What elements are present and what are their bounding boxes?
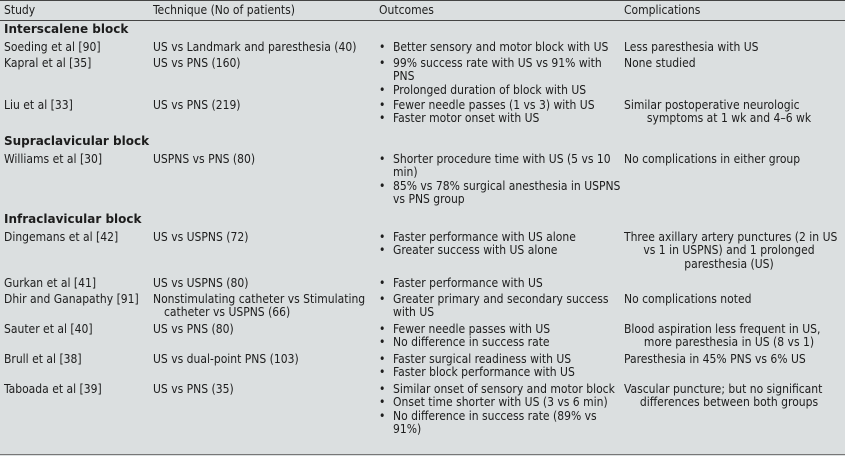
section-infraclavicular: Infraclavicular block [4, 212, 142, 226]
study-cell: Dingemans et al [42] [4, 230, 119, 244]
outcome-bullet [379, 231, 617, 244]
complications-cell: Paresthesia in 45% PNS vs 6% US [624, 352, 806, 366]
outcome-line: • Similar onset of sensory and motor block [393, 382, 615, 396]
header-complications: Complications [624, 3, 701, 17]
outcome-bullet [379, 293, 617, 320]
outcome-line: with US [393, 305, 435, 320]
outcome-line: • Fewer needle passes with US [393, 322, 551, 336]
bottom-rule [0, 454, 845, 455]
technique-cell: US vs PNS (160) [153, 56, 241, 70]
outcome-line: • Shorter procedure time with US (5 vs 10 [393, 152, 611, 166]
outcome-bullet [379, 366, 617, 379]
study-cell: Taboada et al [39] [4, 382, 102, 396]
outcome-bullet [379, 112, 617, 125]
complications-cell: Less paresthesia with US [624, 40, 759, 54]
outcome-line: • Better sensory and motor block with US [393, 40, 609, 54]
outcome-line: • Faster surgical readiness with US [393, 352, 572, 366]
technique-cell: US vs PNS (219) [153, 98, 241, 112]
complications-cell: Three axillary artery punctures (2 in US [624, 230, 838, 244]
technique-cell: US vs dual-point PNS (103) [153, 352, 299, 366]
technique-cell: US vs USPNS (80) [153, 276, 249, 290]
outcome-bullet [379, 410, 617, 437]
outcome-bullet [379, 178, 621, 207]
outcome-line: • Greater primary and secondary success [393, 292, 609, 306]
study-cell: Kapral et al [35] [4, 56, 92, 70]
section-supraclavicular: Supraclavicular block [4, 134, 150, 148]
complications-cell: Similar postoperative neurologic [624, 98, 800, 112]
outcome-line: 91%) [393, 422, 422, 437]
technique-cell: US vs PNS (35) [153, 382, 234, 396]
outcome-bullet [379, 153, 617, 180]
outcomes-cell [379, 293, 617, 320]
header-technique: Technique (No of patients) [153, 3, 295, 17]
outcome-line: • Onset time shorter with US (3 vs 6 min) [393, 395, 608, 410]
study-cell: Liu et al [33] [4, 98, 73, 112]
section-interscalene: Interscalene block [4, 22, 129, 36]
complications-cell: vs 1 in USPNS) and 1 prolonged [643, 243, 815, 258]
outcomes-cell [379, 383, 617, 437]
outcome-bullet [379, 353, 617, 366]
outcomes-cell [379, 277, 617, 290]
outcome-bullet [379, 323, 617, 336]
study-cell: Sauter et al [40] [4, 322, 93, 336]
outcomes-cell [379, 57, 617, 97]
outcome-line: • Fewer needle passes (1 vs 3) with US [393, 98, 595, 112]
outcome-line: • Faster motor onset with US [393, 111, 540, 126]
complications-cell: paresthesia (US) [684, 256, 774, 271]
outcomes-cell [379, 353, 617, 380]
outcome-line: • No difference in success rate (89% vs [393, 408, 597, 423]
outcome-bullet [379, 84, 617, 97]
technique-cell: Nonstimulating catheter vs Stimulating [153, 292, 366, 306]
study-cell: Brull et al [38] [4, 352, 82, 366]
complications-cell: symptoms at 1 wk and 4–6 wk [646, 111, 812, 126]
outcome-line: • No difference in success rate [393, 335, 550, 350]
study-cell: Williams et al [30] [4, 152, 103, 166]
outcome-bullet [379, 99, 617, 112]
outcome-line: min) [393, 165, 418, 180]
header-study: Study [4, 3, 36, 17]
outcome-line: • Faster block performance with US [393, 365, 575, 380]
technique-cell: catheter vs USPNS (66) [164, 305, 291, 320]
complications-cell: Vascular puncture; but no significant [624, 382, 823, 396]
outcome-line: • 85% vs 78% surgical anesthesia in USPNS [393, 178, 621, 193]
outcome-bullet [379, 244, 617, 257]
technique-cell: US vs Landmark and paresthesia (40) [153, 40, 357, 54]
outcome-line: PNS [393, 69, 415, 84]
complications-cell: None studied [624, 56, 696, 70]
outcome-bullet [379, 57, 617, 84]
study-cell: Dhir and Ganapathy [91] [4, 292, 139, 306]
outcome-bullet [379, 277, 617, 290]
complications-cell: Blood aspiration less frequent in US, [624, 322, 821, 336]
technique-cell: US vs PNS (80) [153, 322, 234, 336]
outcome-line: vs PNS group [393, 192, 465, 207]
outcome-bullet [379, 383, 617, 396]
outcomes-cell [379, 41, 617, 54]
complications-cell: No complications noted [624, 292, 752, 306]
outcome-line: • Greater success with US alone [393, 243, 558, 258]
outcome-line: • Faster performance with US [393, 276, 543, 290]
study-cell: Soeding et al [90] [4, 40, 101, 54]
outcome-line: • Prolonged duration of block with US [393, 82, 587, 97]
outcome-bullet [379, 396, 617, 409]
header-outcomes: Outcomes [379, 3, 434, 17]
outcomes-cell [379, 99, 617, 126]
complications-cell: more paresthesia in US (8 vs 1) [643, 335, 815, 350]
technique-cell: USPNS vs PNS (80) [153, 152, 256, 166]
technique-cell: US vs USPNS (72) [153, 230, 249, 244]
table-header [0, 0, 845, 21]
outcome-line: • 99% success rate with US vs 91% with [393, 56, 602, 70]
outcomes-cell [379, 152, 621, 207]
outcome-bullet [379, 336, 617, 349]
complications-cell: differences between both groups [639, 395, 819, 410]
outcome-bullet [379, 41, 617, 54]
complications-cell: No complications in either group [624, 152, 801, 166]
outcome-line: • Faster performance with US alone [393, 230, 576, 244]
outcomes-cell [379, 323, 617, 350]
study-cell: Gurkan et al [41] [4, 276, 97, 290]
outcomes-cell [379, 231, 617, 258]
